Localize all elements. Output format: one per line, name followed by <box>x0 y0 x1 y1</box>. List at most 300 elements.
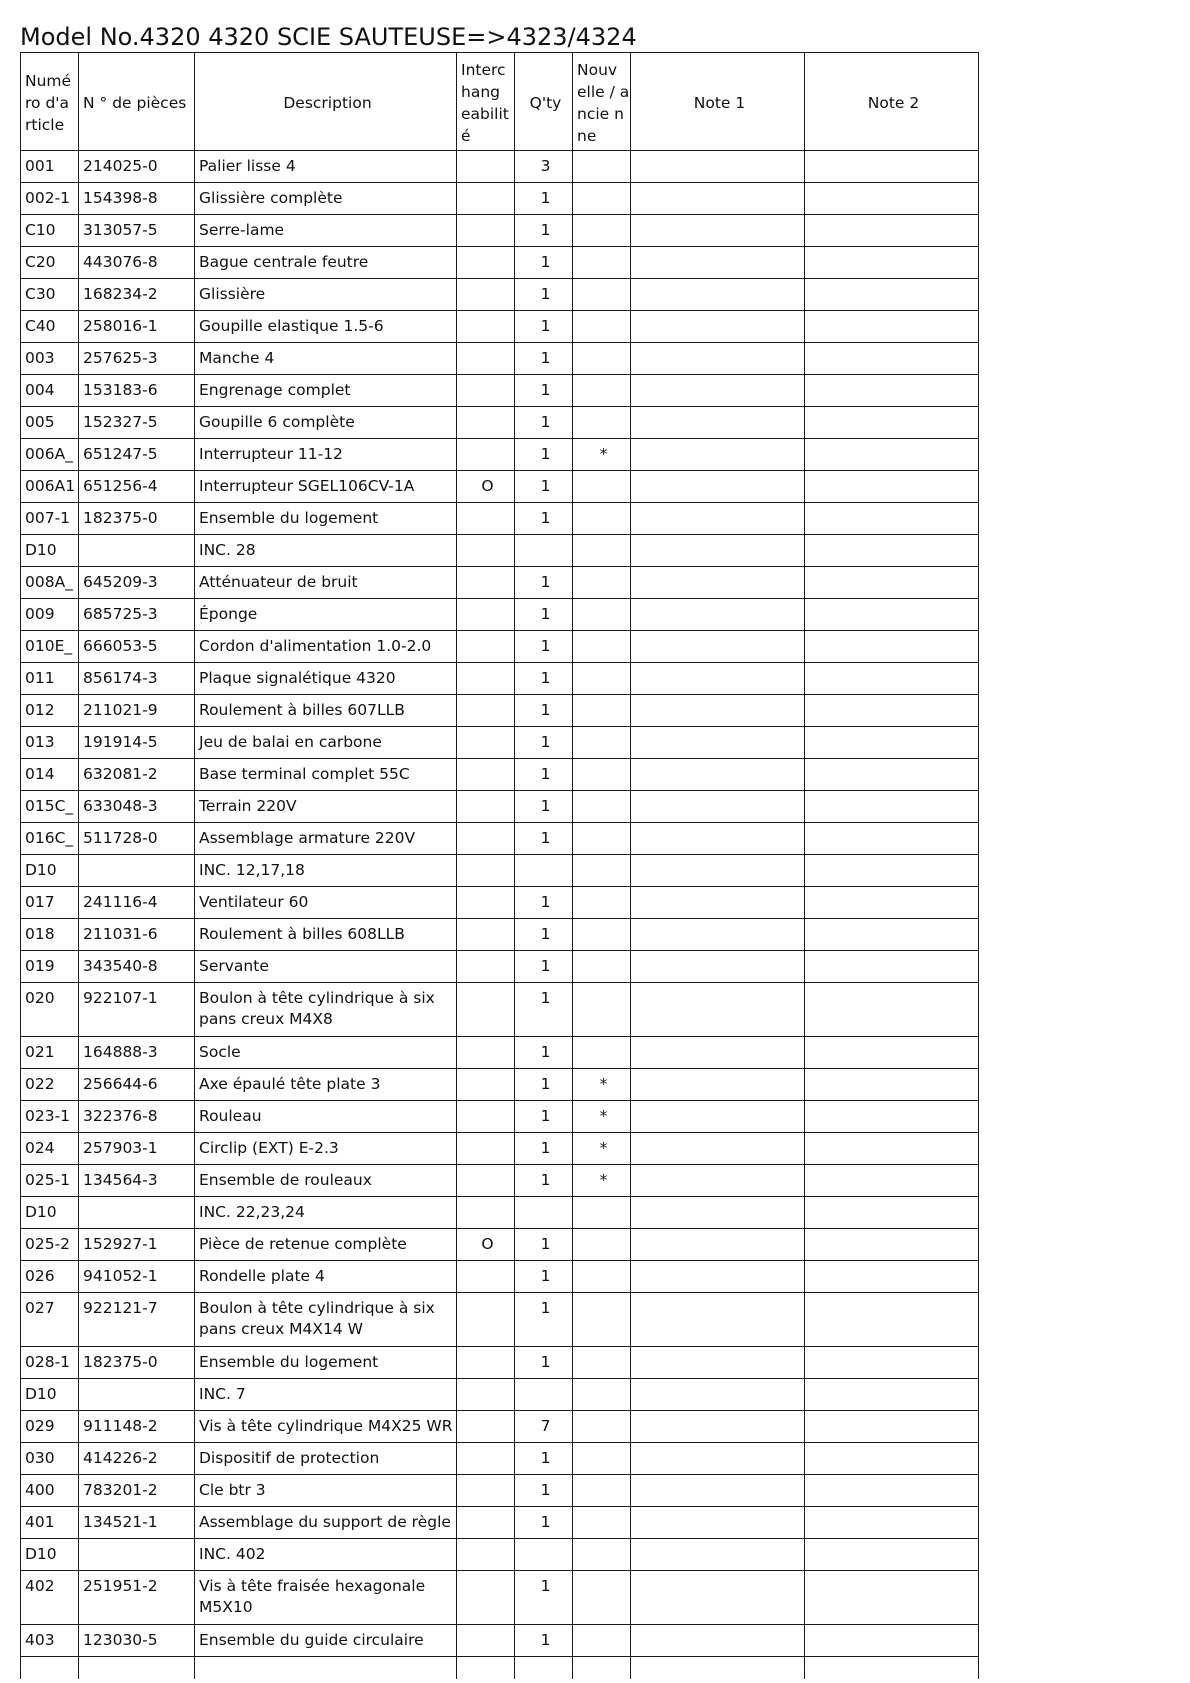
cell-description: INC. 12,17,18 <box>195 855 457 887</box>
cell-note-2 <box>805 887 979 919</box>
cell-quantity: 3 <box>515 151 573 183</box>
table-row <box>21 1571 979 1625</box>
table-row <box>21 1411 979 1443</box>
cell-description: Rouleau <box>195 1101 457 1133</box>
cell-quantity: 1 <box>515 471 573 503</box>
cell-interchangeability <box>457 983 515 1037</box>
cell-note-1 <box>631 439 805 471</box>
cell-note-1 <box>631 1101 805 1133</box>
table-row <box>21 887 979 919</box>
cell-part-number: 258016-1 <box>79 311 195 343</box>
cell-part-number: 645209-3 <box>79 567 195 599</box>
table-row <box>21 823 979 855</box>
cell-note-1 <box>631 567 805 599</box>
cell-new-old <box>573 343 631 375</box>
cell-interchangeability <box>457 695 515 727</box>
cell-quantity: 1 <box>515 983 573 1037</box>
cell-item-number: D10 <box>21 1197 79 1229</box>
cell-note-1 <box>631 695 805 727</box>
cell-description: Base terminal complet 55C <box>195 759 457 791</box>
cell-quantity: 1 <box>515 1165 573 1197</box>
cell-item-number: 003 <box>21 343 79 375</box>
cell-quantity: 1 <box>515 919 573 951</box>
cell-note-2 <box>805 599 979 631</box>
table-row <box>21 375 979 407</box>
cell-new-old: * <box>573 1133 631 1165</box>
cell-note-2 <box>805 247 979 279</box>
cell-new-old <box>573 791 631 823</box>
cell-description: Roulement à billes 607LLB <box>195 695 457 727</box>
cell-note-2 <box>805 1475 979 1507</box>
table-row <box>21 1069 979 1101</box>
page-title: Model No.4320 4320 SCIE SAUTEUSE=>4323/4324 <box>20 23 637 51</box>
cell-item-number: 030 <box>21 1443 79 1475</box>
cell-part-number: 152927-1 <box>79 1229 195 1261</box>
cell-new-old <box>573 951 631 983</box>
cell-interchangeability <box>457 503 515 535</box>
cell-note-1 <box>631 855 805 887</box>
cell-note-2 <box>805 1625 979 1657</box>
cell-note-1 <box>631 1625 805 1657</box>
cell-description: Glissière <box>195 279 457 311</box>
cell-note-1 <box>631 887 805 919</box>
cell-description: Goupille 6 complète <box>195 407 457 439</box>
cell-item-number: D10 <box>21 1539 79 1571</box>
cell-note-2 <box>805 631 979 663</box>
cell-item-number: 400 <box>21 1475 79 1507</box>
cell-note-2 <box>805 1507 979 1539</box>
cell-item-number: 401 <box>21 1507 79 1539</box>
cell-note-2 <box>805 151 979 183</box>
table-row <box>21 855 979 887</box>
cell-new-old <box>573 663 631 695</box>
cell-note-1 <box>631 631 805 663</box>
cell-quantity: 1 <box>515 1293 573 1347</box>
table-row <box>21 183 979 215</box>
cell-interchangeability <box>457 791 515 823</box>
cell-part-number <box>79 1379 195 1411</box>
cell-quantity: 1 <box>515 663 573 695</box>
cell-item-number: 023-1 <box>21 1101 79 1133</box>
cell-quantity: 1 <box>515 823 573 855</box>
table-row <box>21 1037 979 1069</box>
cell-interchangeability <box>457 343 515 375</box>
header-new-old: Nouv elle / ancie nne <box>573 53 631 151</box>
cell-interchangeability <box>457 1507 515 1539</box>
cell-note-2 <box>805 1293 979 1347</box>
header-quantity: Q'ty <box>515 53 573 151</box>
cell-description: Boulon à tête cylindrique à six pans creux M4X14 W <box>195 1293 457 1347</box>
cell-note-1 <box>631 823 805 855</box>
cell-note-1 <box>631 247 805 279</box>
cell-new-old <box>573 1229 631 1261</box>
cell-new-old <box>573 1197 631 1229</box>
header-part-number: N ° de pièces <box>79 53 195 151</box>
cell-quantity: 1 <box>515 503 573 535</box>
cell-item-number: C20 <box>21 247 79 279</box>
cell-note-1 <box>631 535 805 567</box>
cell-part-number: 651247-5 <box>79 439 195 471</box>
cell-quantity <box>515 535 573 567</box>
cell-new-old <box>573 183 631 215</box>
cell-quantity: 1 <box>515 247 573 279</box>
cell-note-1 <box>631 1293 805 1347</box>
cell-interchangeability <box>457 407 515 439</box>
cell-note-2 <box>805 1165 979 1197</box>
cell-note-2 <box>805 1197 979 1229</box>
cell-note-1 <box>631 951 805 983</box>
cell-item-number: 018 <box>21 919 79 951</box>
cell-item-number: 019 <box>21 951 79 983</box>
cell-part-number: 256644-6 <box>79 1069 195 1101</box>
cell-item-number: 017 <box>21 887 79 919</box>
cell-item-number: 011 <box>21 663 79 695</box>
cell-note-2 <box>805 1133 979 1165</box>
cell-item-number: 029 <box>21 1411 79 1443</box>
cell-part-number: 123030-5 <box>79 1625 195 1657</box>
cell-part-number: 214025-0 <box>79 151 195 183</box>
header-row <box>21 53 979 151</box>
cell-note-1 <box>631 311 805 343</box>
cell-note-2 <box>805 791 979 823</box>
empty-cell <box>631 1657 805 1679</box>
cell-note-2 <box>805 311 979 343</box>
table-row <box>21 1261 979 1293</box>
cell-note-2 <box>805 215 979 247</box>
cell-new-old <box>573 1293 631 1347</box>
cell-part-number: 443076-8 <box>79 247 195 279</box>
cell-item-number: 010E_ <box>21 631 79 663</box>
cell-new-old <box>573 215 631 247</box>
cell-new-old <box>573 247 631 279</box>
cell-description: Assemblage du support de règle <box>195 1507 457 1539</box>
table-row <box>21 727 979 759</box>
cell-description: Circlip (EXT) E-2.3 <box>195 1133 457 1165</box>
cell-new-old <box>573 1037 631 1069</box>
header-item-number: Numé ro d'a rticle <box>21 53 79 151</box>
table-row <box>21 1347 979 1379</box>
cell-part-number: 134521-1 <box>79 1507 195 1539</box>
header-note-2: Note 2 <box>805 53 979 151</box>
cell-new-old <box>573 983 631 1037</box>
cell-interchangeability <box>457 1347 515 1379</box>
cell-note-2 <box>805 1069 979 1101</box>
cell-note-1 <box>631 1037 805 1069</box>
cell-interchangeability <box>457 727 515 759</box>
cell-quantity: 1 <box>515 375 573 407</box>
cell-new-old <box>573 1411 631 1443</box>
cell-quantity <box>515 1197 573 1229</box>
cell-description: Ventilateur 60 <box>195 887 457 919</box>
cell-part-number: 153183-6 <box>79 375 195 407</box>
cell-description: Vis à tête fraisée hexagonale M5X10 <box>195 1571 457 1625</box>
cell-description: Interrupteur SGEL106CV-1A <box>195 471 457 503</box>
cell-part-number: 211031-6 <box>79 919 195 951</box>
table-row <box>21 791 979 823</box>
cell-part-number: 922121-7 <box>79 1293 195 1347</box>
cell-item-number: 402 <box>21 1571 79 1625</box>
cell-item-number: 004 <box>21 375 79 407</box>
cell-new-old <box>573 1347 631 1379</box>
cell-interchangeability <box>457 855 515 887</box>
cell-part-number: 922107-1 <box>79 983 195 1037</box>
cell-part-number: 257903-1 <box>79 1133 195 1165</box>
cell-part-number: 633048-3 <box>79 791 195 823</box>
cell-item-number: C30 <box>21 279 79 311</box>
table-row-continuation <box>21 1657 979 1679</box>
table-row <box>21 1229 979 1261</box>
cell-note-2 <box>805 407 979 439</box>
cell-interchangeability <box>457 1133 515 1165</box>
cell-quantity: 1 <box>515 1229 573 1261</box>
cell-description: Boulon à tête cylindrique à six pans creux M4X8 <box>195 983 457 1037</box>
header-interchangeability: Interc hang eabilit é <box>457 53 515 151</box>
cell-item-number: 021 <box>21 1037 79 1069</box>
parts-table <box>20 52 979 1679</box>
cell-part-number <box>79 535 195 567</box>
cell-quantity: 1 <box>515 951 573 983</box>
cell-description: Cle btr 3 <box>195 1475 457 1507</box>
cell-new-old <box>573 151 631 183</box>
cell-quantity: 1 <box>515 1037 573 1069</box>
cell-note-1 <box>631 1165 805 1197</box>
cell-quantity: 1 <box>515 279 573 311</box>
table-row <box>21 1539 979 1571</box>
cell-item-number: 016C_ <box>21 823 79 855</box>
cell-interchangeability <box>457 1197 515 1229</box>
cell-new-old: * <box>573 439 631 471</box>
cell-quantity <box>515 1539 573 1571</box>
cell-note-2 <box>805 1411 979 1443</box>
cell-interchangeability <box>457 631 515 663</box>
cell-interchangeability: O <box>457 1229 515 1261</box>
cell-new-old <box>573 1443 631 1475</box>
cell-note-1 <box>631 1133 805 1165</box>
cell-note-2 <box>805 1261 979 1293</box>
cell-note-1 <box>631 919 805 951</box>
cell-interchangeability <box>457 919 515 951</box>
cell-note-2 <box>805 1229 979 1261</box>
cell-note-1 <box>631 215 805 247</box>
cell-interchangeability <box>457 151 515 183</box>
cell-note-2 <box>805 663 979 695</box>
cell-part-number: 164888-3 <box>79 1037 195 1069</box>
cell-part-number: 511728-0 <box>79 823 195 855</box>
cell-interchangeability: O <box>457 471 515 503</box>
cell-description: Axe épaulé tête plate 3 <box>195 1069 457 1101</box>
table-row <box>21 983 979 1037</box>
cell-quantity: 1 <box>515 631 573 663</box>
table-row <box>21 247 979 279</box>
cell-part-number: 182375-0 <box>79 1347 195 1379</box>
cell-quantity: 1 <box>515 887 573 919</box>
header-description: Description <box>195 53 457 151</box>
cell-new-old <box>573 631 631 663</box>
cell-note-2 <box>805 983 979 1037</box>
cell-part-number: 211021-9 <box>79 695 195 727</box>
cell-note-1 <box>631 1539 805 1571</box>
cell-description: INC. 7 <box>195 1379 457 1411</box>
header-note-1: Note 1 <box>631 53 805 151</box>
table-row <box>21 503 979 535</box>
cell-item-number: 005 <box>21 407 79 439</box>
empty-cell <box>515 1657 573 1679</box>
cell-description: Ensemble du guide circulaire <box>195 1625 457 1657</box>
cell-item-number: 025-2 <box>21 1229 79 1261</box>
cell-item-number: C10 <box>21 215 79 247</box>
cell-description: Ensemble du logement <box>195 503 457 535</box>
cell-note-1 <box>631 1347 805 1379</box>
cell-note-1 <box>631 1379 805 1411</box>
cell-note-2 <box>805 727 979 759</box>
cell-interchangeability <box>457 599 515 631</box>
cell-note-1 <box>631 791 805 823</box>
cell-note-1 <box>631 983 805 1037</box>
cell-new-old <box>573 823 631 855</box>
table-row <box>21 1133 979 1165</box>
cell-note-1 <box>631 343 805 375</box>
cell-note-1 <box>631 1261 805 1293</box>
cell-quantity: 1 <box>515 759 573 791</box>
table-row <box>21 1443 979 1475</box>
cell-note-2 <box>805 439 979 471</box>
cell-description: Pièce de retenue complète <box>195 1229 457 1261</box>
cell-item-number: 007-1 <box>21 503 79 535</box>
cell-interchangeability <box>457 1101 515 1133</box>
cell-item-number: 006A_ <box>21 439 79 471</box>
cell-new-old <box>573 567 631 599</box>
cell-item-number: C40 <box>21 311 79 343</box>
table-row <box>21 1165 979 1197</box>
cell-interchangeability <box>457 1379 515 1411</box>
cell-note-2 <box>805 1347 979 1379</box>
cell-note-2 <box>805 1443 979 1475</box>
cell-part-number: 911148-2 <box>79 1411 195 1443</box>
cell-note-2 <box>805 1101 979 1133</box>
cell-quantity: 1 <box>515 1625 573 1657</box>
cell-note-1 <box>631 1571 805 1625</box>
cell-description: Goupille elastique 1.5-6 <box>195 311 457 343</box>
cell-description: Servante <box>195 951 457 983</box>
cell-new-old <box>573 535 631 567</box>
cell-description: INC. 22,23,24 <box>195 1197 457 1229</box>
table-row <box>21 1293 979 1347</box>
cell-part-number: 685725-3 <box>79 599 195 631</box>
cell-description: Vis à tête cylindrique M4X25 WR <box>195 1411 457 1443</box>
cell-note-2 <box>805 855 979 887</box>
cell-note-2 <box>805 279 979 311</box>
cell-note-1 <box>631 1069 805 1101</box>
cell-quantity: 1 <box>515 791 573 823</box>
cell-note-2 <box>805 503 979 535</box>
cell-quantity: 1 <box>515 695 573 727</box>
cell-item-number: 015C_ <box>21 791 79 823</box>
cell-new-old <box>573 919 631 951</box>
table-row <box>21 471 979 503</box>
cell-description: INC. 28 <box>195 535 457 567</box>
cell-item-number: 008A_ <box>21 567 79 599</box>
cell-quantity: 1 <box>515 727 573 759</box>
table-row <box>21 343 979 375</box>
cell-quantity: 1 <box>515 311 573 343</box>
cell-item-number: 006A1 <box>21 471 79 503</box>
cell-new-old <box>573 887 631 919</box>
table-row <box>21 631 979 663</box>
cell-interchangeability <box>457 247 515 279</box>
cell-new-old <box>573 1539 631 1571</box>
cell-new-old <box>573 279 631 311</box>
cell-part-number: 257625-3 <box>79 343 195 375</box>
table-row <box>21 567 979 599</box>
table-row <box>21 951 979 983</box>
cell-description: Palier lisse 4 <box>195 151 457 183</box>
cell-description: Rondelle plate 4 <box>195 1261 457 1293</box>
cell-note-1 <box>631 599 805 631</box>
cell-interchangeability <box>457 279 515 311</box>
table-row <box>21 599 979 631</box>
cell-item-number: 001 <box>21 151 79 183</box>
cell-note-1 <box>631 759 805 791</box>
table-row <box>21 1379 979 1411</box>
cell-new-old <box>573 855 631 887</box>
cell-description: Dispositif de protection <box>195 1443 457 1475</box>
cell-quantity: 1 <box>515 1347 573 1379</box>
cell-note-1 <box>631 1443 805 1475</box>
cell-part-number <box>79 855 195 887</box>
cell-description: Socle <box>195 1037 457 1069</box>
cell-part-number: 414226-2 <box>79 1443 195 1475</box>
table-row <box>21 407 979 439</box>
cell-description: Cordon d'alimentation 1.0-2.0 <box>195 631 457 663</box>
empty-cell <box>805 1657 979 1679</box>
cell-note-2 <box>805 1037 979 1069</box>
cell-description: Bague centrale feutre <box>195 247 457 279</box>
cell-new-old: * <box>573 1069 631 1101</box>
cell-quantity: 1 <box>515 215 573 247</box>
cell-part-number: 251951-2 <box>79 1571 195 1625</box>
table-row <box>21 1475 979 1507</box>
cell-part-number: 152327-5 <box>79 407 195 439</box>
cell-description: Ensemble de rouleaux <box>195 1165 457 1197</box>
table-row <box>21 151 979 183</box>
cell-item-number: 014 <box>21 759 79 791</box>
cell-part-number: 241116-4 <box>79 887 195 919</box>
table-row <box>21 663 979 695</box>
cell-new-old <box>573 1261 631 1293</box>
table-row <box>21 695 979 727</box>
cell-note-2 <box>805 1379 979 1411</box>
cell-quantity: 1 <box>515 1101 573 1133</box>
cell-quantity: 1 <box>515 1507 573 1539</box>
cell-interchangeability <box>457 951 515 983</box>
table-row <box>21 1101 979 1133</box>
cell-part-number: 168234-2 <box>79 279 195 311</box>
cell-quantity: 1 <box>515 1475 573 1507</box>
cell-item-number: 027 <box>21 1293 79 1347</box>
cell-item-number: D10 <box>21 855 79 887</box>
cell-item-number: 009 <box>21 599 79 631</box>
cell-interchangeability <box>457 1261 515 1293</box>
cell-note-1 <box>631 1229 805 1261</box>
cell-note-2 <box>805 1539 979 1571</box>
table-row <box>21 759 979 791</box>
table-row <box>21 311 979 343</box>
cell-note-1 <box>631 1507 805 1539</box>
cell-note-1 <box>631 183 805 215</box>
cell-interchangeability <box>457 183 515 215</box>
cell-quantity: 1 <box>515 1069 573 1101</box>
cell-part-number: 941052-1 <box>79 1261 195 1293</box>
